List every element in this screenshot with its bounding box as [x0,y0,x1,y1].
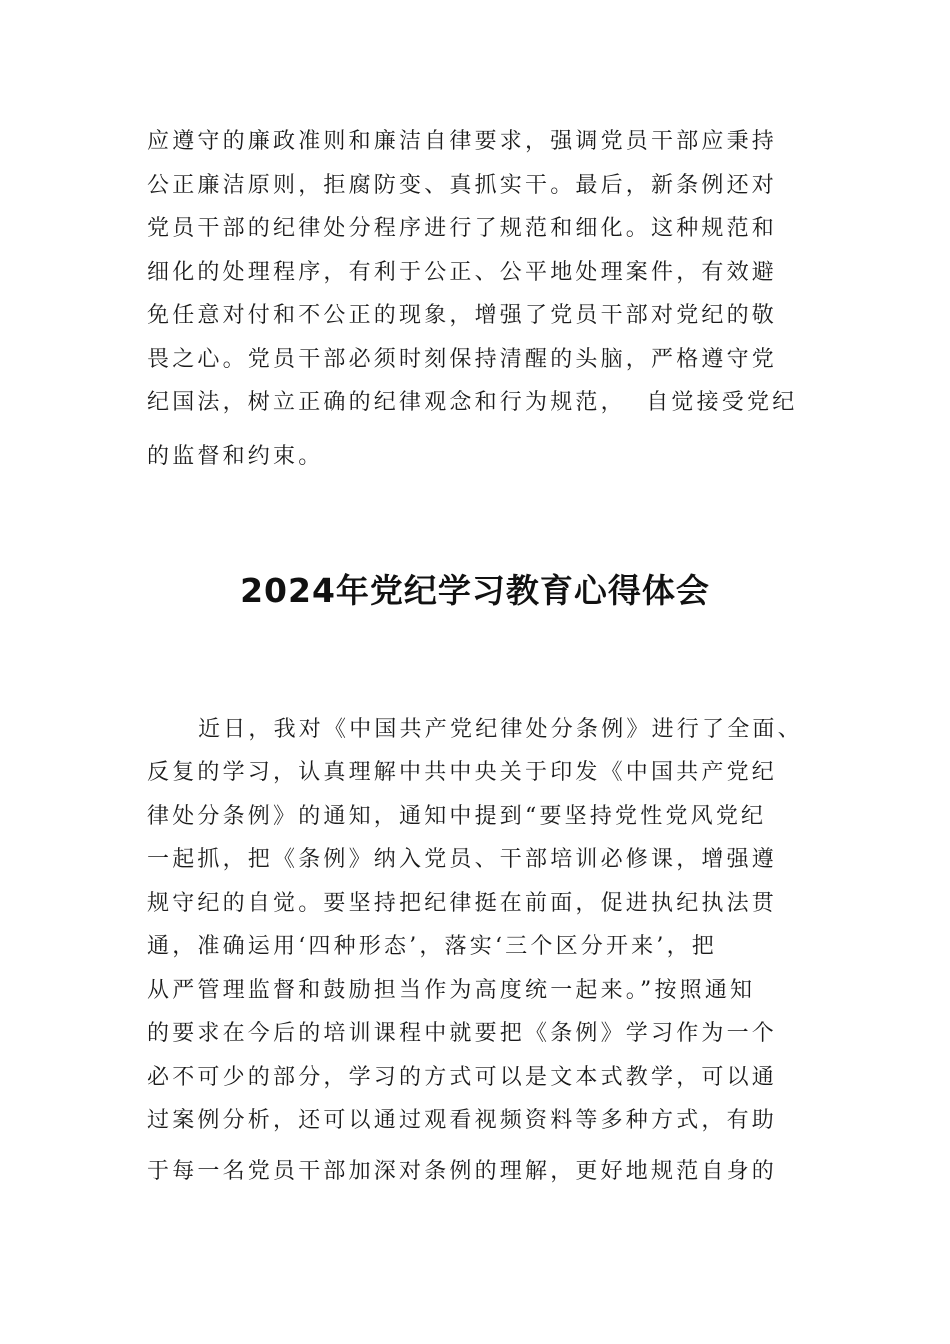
paragraph-line: 从严管理监督和鼓励担当作为高度统一起来。”按照通知 [147,978,756,1003]
paragraph-line: 的要求在今后的培训课程中就要把《条例》学习作为一个 [147,1021,778,1046]
paragraph-line: 纪国法，树立正确的纪律观念和行为规范， 自觉接受党纪 [147,390,798,415]
paragraph-line: 的监督和约束。 [147,444,324,469]
paragraph-line: 律处分条例》的通知，通知中提到“要坚持党性党风党纪 [147,804,767,829]
paragraph-line: 公正廉洁原则，拒腐防变、真抓实干。最后，新条例还对 [147,173,778,198]
paragraph-line: 党员干部的纪律处分程序进行了规范和细化。这种规范和 [147,216,778,241]
paragraph-line: 于每一名党员干部加深对条例的理解，更好地规范自身的 [147,1159,778,1184]
paragraph-line: 必不可少的部分，学习的方式可以是文本式教学，可以通 [147,1065,778,1090]
paragraph-line: 细化的处理程序，有利于公正、公平地处理案件，有效避 [147,260,778,285]
paragraph-line: 过案例分析，还可以通过观看视频资料等多种方式，有助 [147,1108,778,1133]
paragraph-line: 应遵守的廉政准则和廉洁自律要求，强调党员干部应秉持 [147,129,778,154]
document-title: 2024年党纪学习教育心得体会 [240,571,710,610]
paragraph-line: 一起抓，把《条例》纳入党员、干部培训必修课，增强遵 [147,847,778,872]
paragraph-line: 反复的学习，认真理解中共中央关于印发《中国共产党纪 [147,760,778,785]
paragraph-line: 近日，我对《中国共产党纪律处分条例》进行了全面、 [198,717,803,742]
paragraph-line: 免任意对付和不公正的现象，增强了党员干部对党纪的敬 [147,303,778,328]
paragraph-line: 通，准确运用‘四种形态’，落实‘三个区分开来’，把 [147,934,717,959]
paragraph-line: 畏之心。党员干部必须时刻保持清醒的头脑，严格遵守党 [147,347,778,372]
paragraph-line: 规守纪的自觉。要坚持把纪律挺在前面，促进执纪执法贯 [147,891,778,916]
